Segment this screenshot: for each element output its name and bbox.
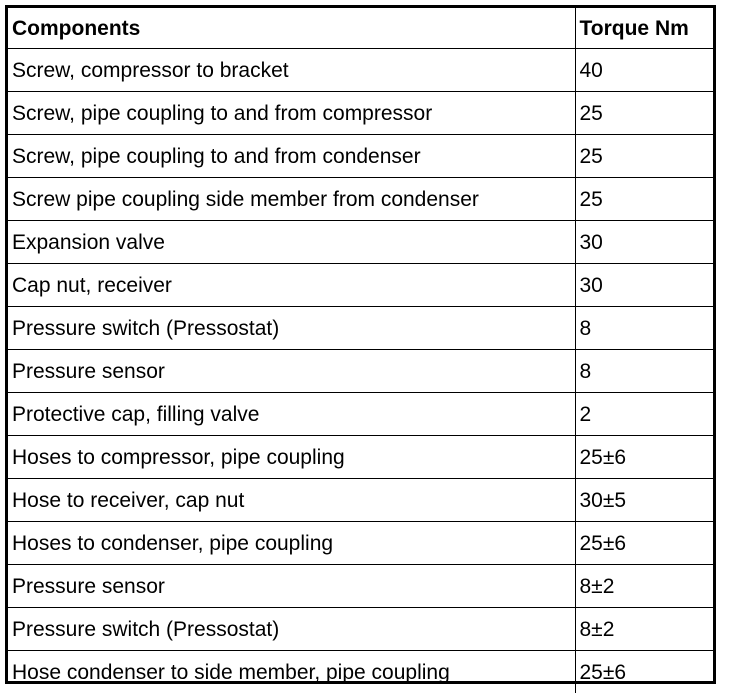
component-cell: Hoses to condenser, pipe coupling (8, 522, 575, 565)
component-cell: Expansion valve (8, 221, 575, 264)
torque-cell: 40 (575, 49, 713, 92)
component-cell: Hoses to compressor, pipe coupling (8, 436, 575, 479)
table-row (8, 565, 713, 608)
table-row (8, 608, 713, 651)
torque-cell: 25 (575, 92, 713, 135)
torque-cell: 25 (575, 178, 713, 221)
component-cell: Protective cap, filling valve (8, 393, 575, 436)
torque-cell: 8 (575, 307, 713, 350)
torque-cell: 30 (575, 264, 713, 307)
torque-cell: 2 (575, 393, 713, 436)
table-row (8, 135, 713, 178)
table-row (8, 264, 713, 307)
component-cell: Pressure switch (Pressostat) (8, 608, 575, 651)
header-torque: Torque Nm (575, 8, 713, 49)
table-row (8, 49, 713, 92)
torque-cell: 25±6 (575, 436, 713, 479)
table-row (8, 92, 713, 135)
table-row (8, 393, 713, 436)
table-row (8, 479, 713, 522)
torque-cell: 25±6 (575, 522, 713, 565)
table-row (8, 522, 713, 565)
table-row (8, 350, 713, 393)
table-row (8, 436, 713, 479)
torque-table (8, 8, 713, 693)
component-cell: Screw pipe coupling side member from condenser (8, 178, 575, 221)
torque-cell: 8±2 (575, 565, 713, 608)
component-cell: Screw, pipe coupling to and from compressor (8, 92, 575, 135)
component-cell: Screw, compressor to bracket (8, 49, 575, 92)
component-cell: Pressure sensor (8, 565, 575, 608)
component-cell: Screw, pipe coupling to and from condenser (8, 135, 575, 178)
torque-cell: 30±5 (575, 479, 713, 522)
torque-table-frame (5, 5, 716, 684)
torque-cell: 8 (575, 350, 713, 393)
component-cell: Cap nut, receiver (8, 264, 575, 307)
torque-cell: 25 (575, 135, 713, 178)
component-cell: Hose to receiver, cap nut (8, 479, 575, 522)
header-components: Components (8, 8, 575, 49)
table-row (8, 178, 713, 221)
torque-cell: 25±6 (575, 651, 713, 693)
table-header-row (8, 8, 713, 49)
torque-cell: 8±2 (575, 608, 713, 651)
component-cell: Hose condenser to side member, pipe coupling (8, 651, 575, 693)
component-cell: Pressure switch (Pressostat) (8, 307, 575, 350)
table-row (8, 307, 713, 350)
table-row (8, 221, 713, 264)
component-cell: Pressure sensor (8, 350, 575, 393)
torque-cell: 30 (575, 221, 713, 264)
table-row (8, 651, 713, 693)
